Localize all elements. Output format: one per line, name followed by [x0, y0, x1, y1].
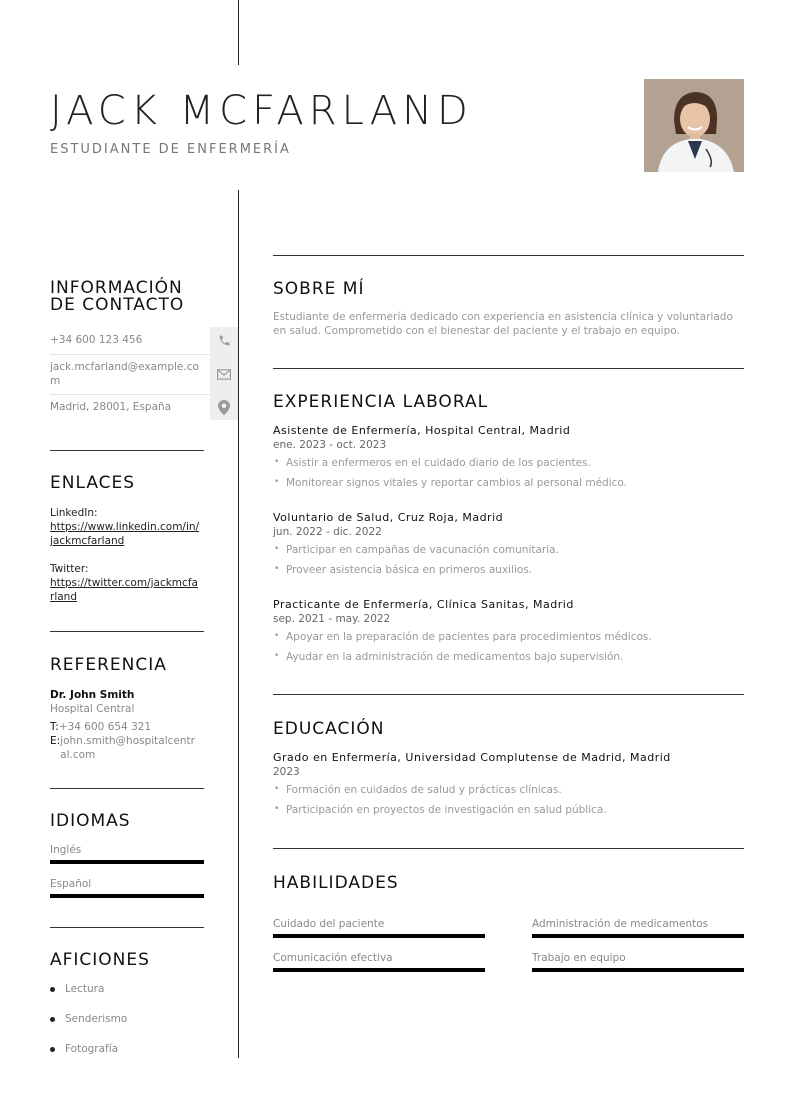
- reference-phone-label: T:: [50, 721, 59, 733]
- person-portrait-icon: [644, 79, 744, 172]
- contact-heading-line2: DE CONTACTO: [50, 295, 185, 315]
- link-label: Twitter:: [50, 563, 89, 575]
- language-name: Inglés: [50, 844, 82, 856]
- skill-name: Cuidado del paciente: [273, 918, 385, 930]
- job-title: Voluntario de Salud, Cruz Roja, Madrid: [273, 511, 504, 524]
- profile-photo: [644, 79, 744, 172]
- hobby-item: [50, 1043, 119, 1055]
- education-heading: EDUCACIÓN: [273, 719, 385, 739]
- about-text: Estudiante de enfermería dedicado con experiencia en asistencia clínica y voluntariado en salud. Comprometido con el bienestar del paciente y el trabajo en equipo.: [273, 311, 733, 337]
- skill-name: Administración de medicamentos: [532, 918, 709, 930]
- top-vertical-divider: [238, 0, 239, 65]
- main-vertical-divider: [238, 190, 239, 1058]
- job-entry: [273, 424, 743, 489]
- education-title: Grado en Enfermería, Universidad Complutense de Madrid, Madrid: [273, 751, 671, 764]
- link-linkedin: [50, 506, 200, 548]
- about-heading: SOBRE MÍ: [273, 279, 365, 299]
- hobby-label: Senderismo: [65, 1013, 128, 1025]
- contact-phone[interactable]: +34 600 123 456: [50, 334, 143, 346]
- contact-email-row: [50, 354, 238, 395]
- link-label: LinkedIn:: [50, 507, 98, 519]
- contact-heading: [50, 280, 184, 314]
- job-bullet: • Participar en campañas de vacunación comunitaria.: [273, 544, 743, 556]
- location-icon-box: [210, 394, 238, 420]
- twitter-url[interactable]: https://twitter.com/jackmcfarland: [50, 577, 198, 603]
- divider: [273, 368, 744, 369]
- job-title: Asistente de Enfermería, Hospital Central, Madrid: [273, 424, 571, 437]
- job-bullet: • Proveer asistencia básica en primeros auxilios.: [273, 564, 743, 576]
- bullet-dot-icon: [50, 1017, 55, 1022]
- contact-address: Madrid, 28001, España: [50, 401, 172, 413]
- links-heading: ENLACES: [50, 473, 136, 493]
- languages-heading: IDIOMAS: [50, 811, 131, 831]
- job-bullet: • Ayudar en la administración de medicamentos bajo supervisión.: [273, 651, 743, 663]
- phone-icon-box: [210, 327, 238, 354]
- job-date: ene. 2023 - oct. 2023: [273, 439, 387, 451]
- skills-heading: HABILIDADES: [273, 873, 399, 893]
- experience-heading: EXPERIENCIA LABORAL: [273, 392, 489, 412]
- language-level-bar: [50, 894, 204, 898]
- divider: [50, 788, 204, 789]
- reference-phone[interactable]: +34 600 654 321: [58, 721, 152, 733]
- hobby-item: [50, 983, 105, 995]
- hobby-item: [50, 1013, 128, 1025]
- contact-phone-row: [50, 327, 238, 355]
- skill-name: Trabajo en equipo: [532, 952, 626, 964]
- education-bullet: • Participación en proyectos de investigación en salud pública.: [273, 804, 743, 816]
- hobby-label: Fotografía: [65, 1043, 119, 1055]
- skill-level-bar: [273, 934, 485, 938]
- divider: [50, 927, 204, 928]
- divider: [273, 255, 744, 256]
- reference-email[interactable]: john.smith@hospitalcentral.com: [60, 735, 195, 761]
- linkedin-url[interactable]: https://www.linkedin.com/in/jackmcfarland: [50, 521, 200, 547]
- job-bullet: • Monitorear signos vitales y reportar cambios al personal médico.: [273, 477, 743, 489]
- bullet-dot-icon: [50, 1047, 55, 1052]
- reference-phone-row: [50, 720, 202, 734]
- job-date: jun. 2022 - dic. 2022: [273, 526, 382, 538]
- contact-email[interactable]: jack.mcfarland@example.com: [50, 361, 199, 387]
- job-entry: [273, 511, 743, 576]
- bullet-dot-icon: [50, 987, 55, 992]
- location-pin-icon: [218, 400, 230, 415]
- phone-icon: [218, 334, 231, 347]
- education-entry: [273, 751, 743, 816]
- job-title: Practicante de Enfermería, Clínica Sanitas, Madrid: [273, 598, 574, 611]
- contact-address-row: [50, 394, 238, 420]
- divider: [50, 450, 204, 451]
- language-level-bar: [50, 860, 204, 864]
- reference-block: [50, 688, 202, 762]
- reference-email-row: [50, 734, 202, 762]
- envelope-icon: [217, 369, 231, 380]
- link-twitter: [50, 562, 200, 604]
- language-name: Español: [50, 878, 92, 890]
- hobby-label: Lectura: [65, 983, 105, 995]
- reference-name: Dr. John Smith: [50, 689, 135, 701]
- reference-heading: REFERENCIA: [50, 655, 167, 675]
- reference-org: Hospital Central: [50, 703, 135, 715]
- contact-heading-line1: INFORMACIÓN: [50, 278, 183, 298]
- skill-level-bar: [532, 934, 744, 938]
- job-entry: [273, 598, 743, 663]
- job-bullet: • Asistir a enfermeros en el cuidado diario de los pacientes.: [273, 457, 743, 469]
- divider: [50, 631, 204, 632]
- skill-name: Comunicación efectiva: [273, 952, 393, 964]
- education-date: 2023: [273, 766, 300, 778]
- reference-email-label: E:: [50, 735, 61, 747]
- envelope-icon-box: [210, 354, 238, 394]
- job-date: sep. 2021 - may. 2022: [273, 613, 391, 625]
- divider: [273, 694, 744, 695]
- candidate-title: ESTUDIANTE DE ENFERMERÍA: [50, 142, 291, 157]
- candidate-name: JACK MCFARLAND: [50, 88, 473, 134]
- divider: [273, 848, 744, 849]
- hobbies-heading: AFICIONES: [50, 950, 150, 970]
- job-bullet: • Apoyar en la preparación de pacientes para procedimientos médicos.: [273, 631, 743, 643]
- education-bullet: • Formación en cuidados de salud y prácticas clínicas.: [273, 784, 743, 796]
- skill-level-bar: [273, 968, 485, 972]
- skill-level-bar: [532, 968, 744, 972]
